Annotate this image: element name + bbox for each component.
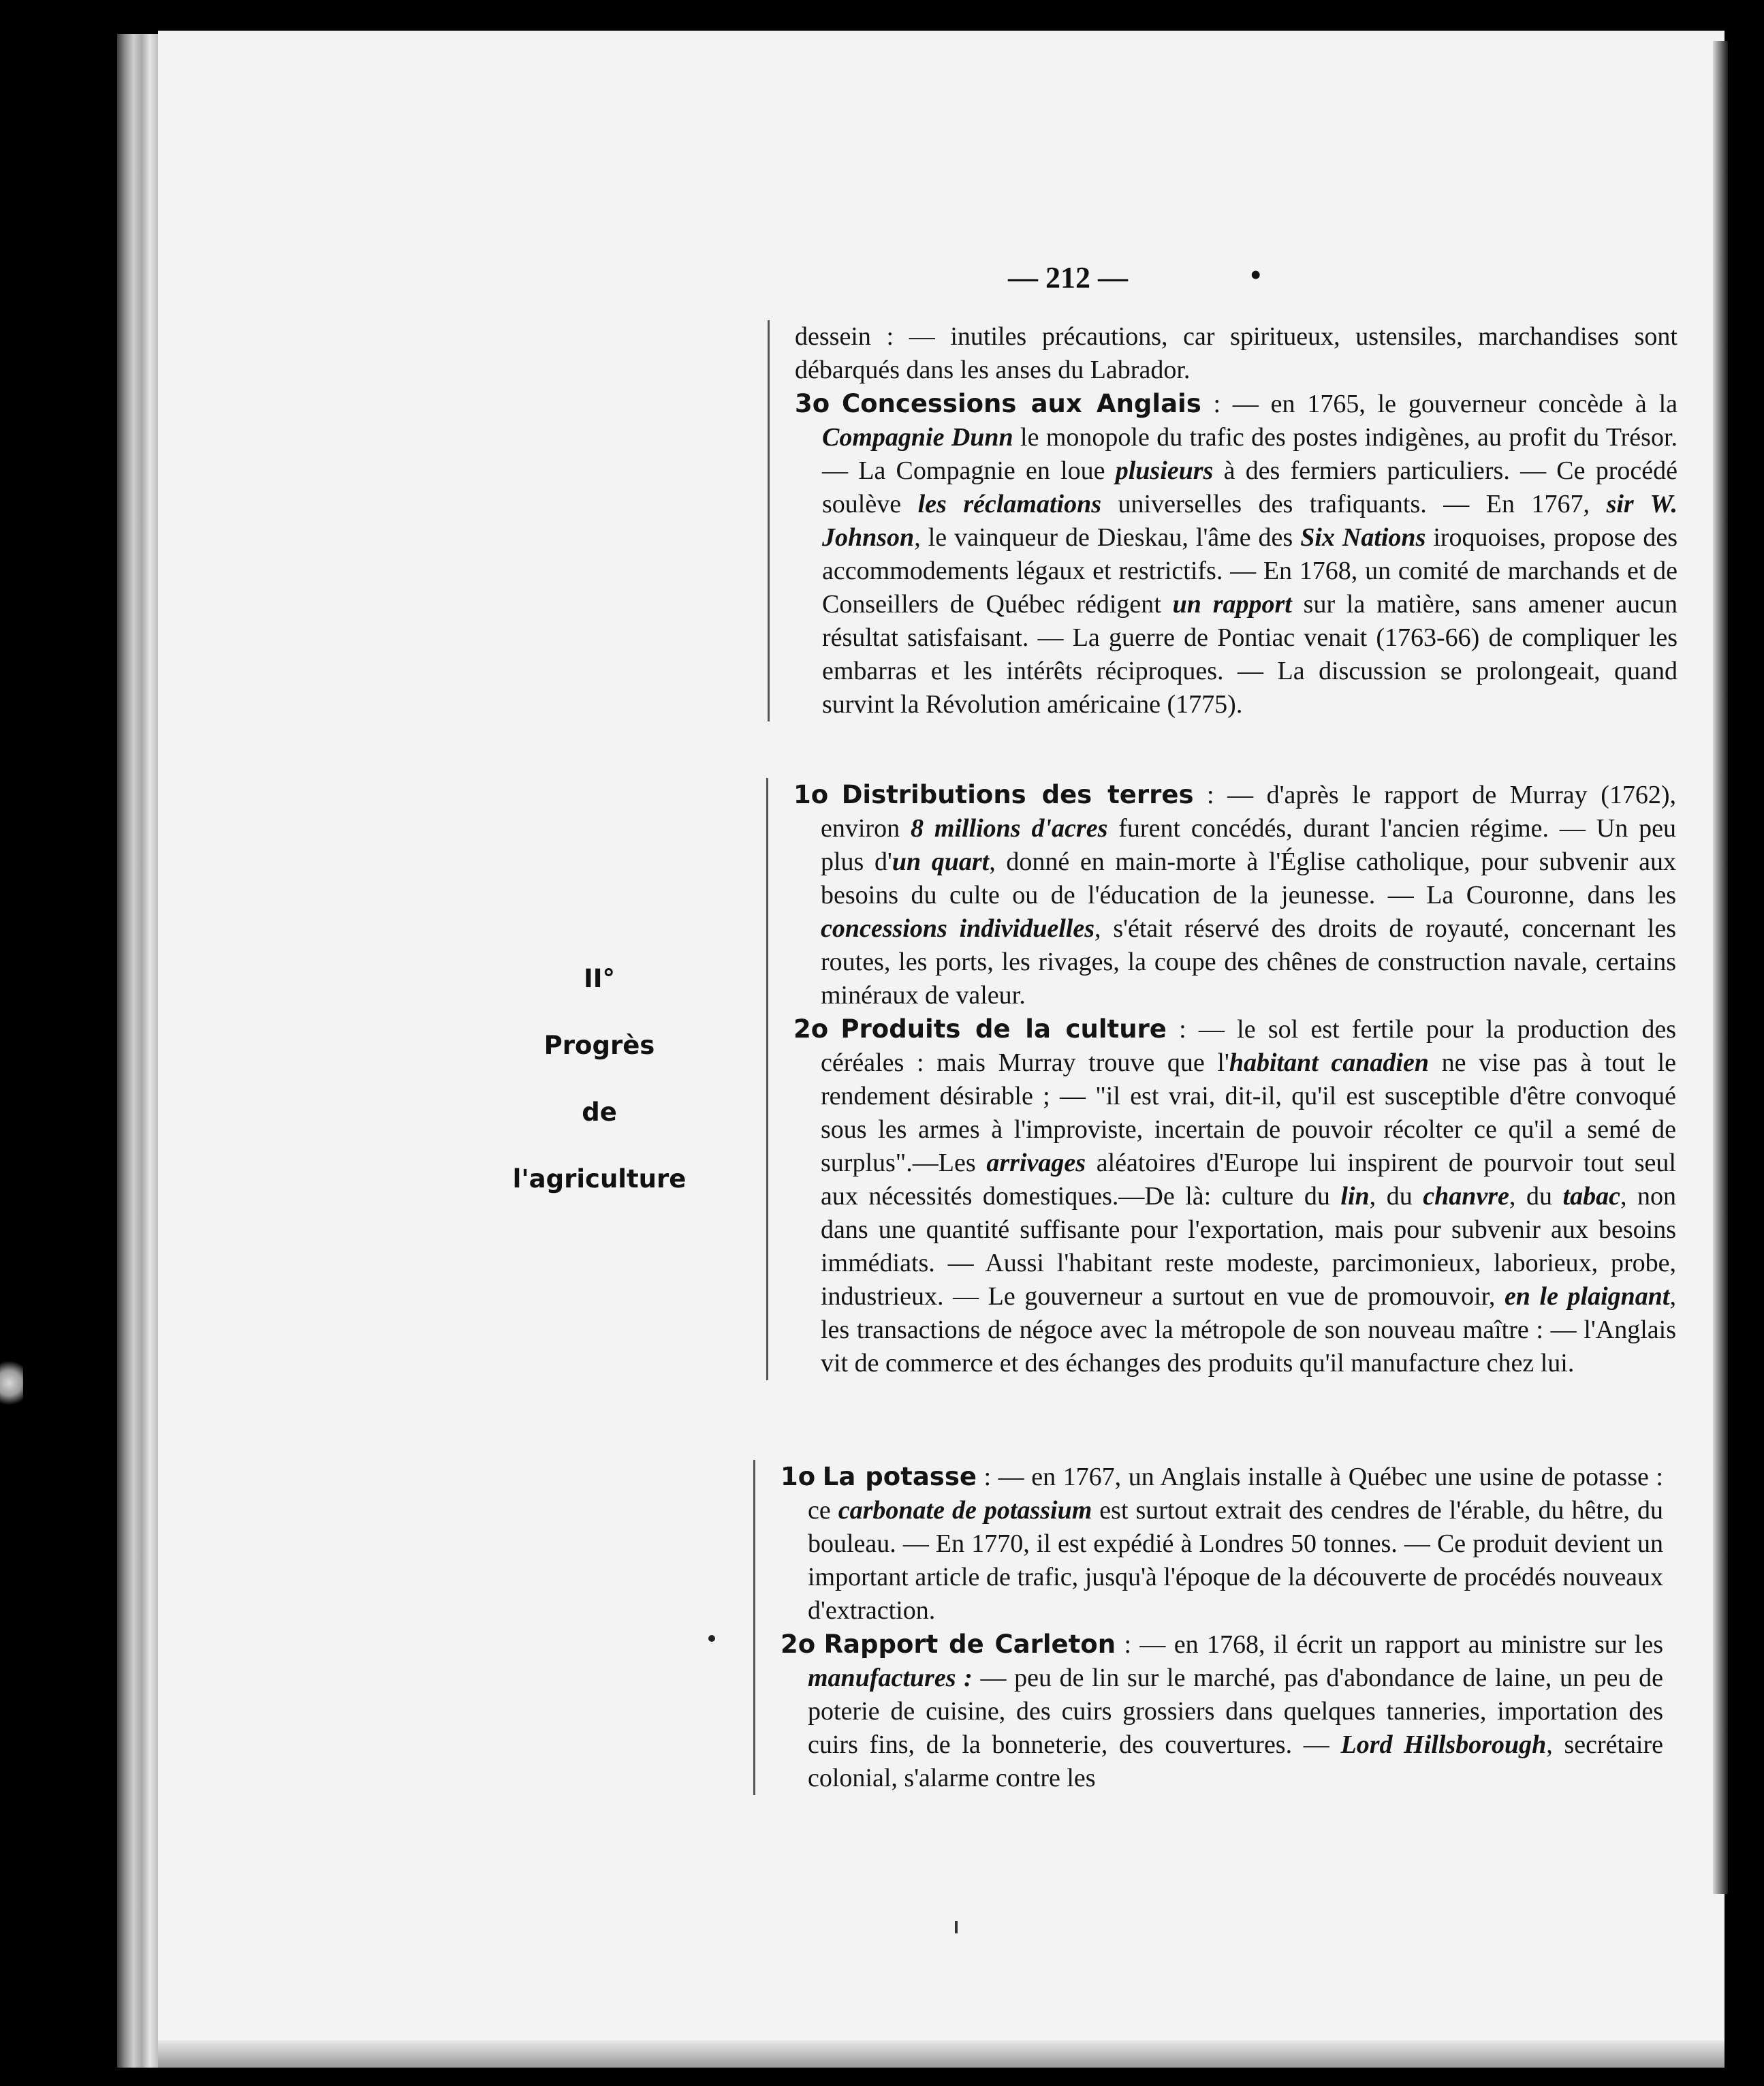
paragraph-potasse: [781, 1460, 1663, 1628]
emphasis: plusieurs: [1115, 456, 1214, 485]
bottom-tick-mark: [955, 1921, 958, 1933]
side-title-numeral: II°: [583, 964, 616, 993]
text-run: est surtout extrait des cendres de l'érable, du hêtre, du bouleau. — En 1770, il est expédié à Londres 50 tonnes. — Ce produit devient un important article de trafic, jusqu'à l'époque de la découverte de procédés nouveaux d'extraction.: [808, 1496, 1663, 1625]
text-run: furent concédés, durant l'ancien régime. — Un peu plus d': [821, 814, 1677, 876]
emphasis: concessions individuelles: [821, 914, 1095, 943]
side-title: [490, 962, 708, 1229]
text-run: : — le sol est fertile pour la production des céréales : mais Murray trouve que l': [821, 1015, 1676, 1077]
emphasis: les réclamations: [917, 490, 1102, 518]
bracket-rule: [766, 778, 768, 1380]
paragraph: [795, 320, 1678, 387]
text-run: , du: [1369, 1182, 1423, 1211]
item-heading: La potasse: [822, 1462, 977, 1491]
text-block-3: [781, 1460, 1663, 1795]
emphasis: chanvre: [1423, 1182, 1509, 1211]
paragraph-produits: [793, 1012, 1676, 1380]
text-run: — peu de lin sur le marché, pas d'abondance de laine, un peu de poterie de cuisine, des cuirs grossiers dans quelques tanneries, importation des cuirs fins, de la bonneterie, des couvertures. —: [808, 1664, 1663, 1759]
paragraph-distributions: [793, 778, 1676, 1012]
text-run: : — en 1767, un Anglais installe à Québec une usine de potasse : ce: [808, 1463, 1663, 1525]
item-number: 3o: [795, 389, 830, 418]
text-run: : — d'après le rapport de Murray (1762), environ: [821, 781, 1676, 843]
side-title-line: Progrès: [544, 1031, 655, 1060]
item-heading: Rapport de Carleton: [823, 1630, 1116, 1659]
text-run: ne vise pas à tout le rendement désirable ; — "il est vrai, dit-il, qu'il est susceptible d'être convoqué sous les armes à l'improviste, incertain de pouvoir récolter ce qu'il a semé de surplus".—Les: [821, 1048, 1677, 1177]
emphasis: Six Nations: [1300, 523, 1426, 552]
page-edge: [1713, 41, 1728, 1894]
emphasis: un quart: [892, 847, 990, 876]
emphasis: tabac: [1562, 1182, 1620, 1211]
text-run: sur la matière, sans amener aucun résultat satisfaisant. — La guerre de Pontiac venait (1763-66) de compliquer les embarras et les intérêts réciproques. — La discussion se prolongeait, quand survint la Révolution américaine (1775).: [822, 590, 1678, 719]
bracket-rule: [768, 320, 770, 721]
header-mark: •: [1250, 258, 1261, 292]
item-heading: Distributions des terres: [841, 780, 1194, 809]
text-run: , les transactions de négoce avec la métropole de son nouveau maître : — l'Anglais vit de commerce et des échanges des produits qu'il manufacture chez lui.: [821, 1282, 1676, 1377]
text-run: : — en 1768, il écrit un rapport au ministre sur les: [1116, 1630, 1664, 1659]
emphasis: en le plaignant: [1504, 1282, 1670, 1311]
text-run: , le vainqueur de Dieskau, l'âme des: [914, 523, 1301, 552]
text-block-1: [795, 320, 1678, 721]
text-run: , du: [1509, 1182, 1563, 1211]
text-run: à des fermiers particuliers. — Ce procédé soulève: [822, 456, 1678, 518]
emphasis: manufactures :: [808, 1664, 973, 1692]
emphasis: arrivages: [986, 1149, 1086, 1177]
text-block-2: [793, 778, 1676, 1380]
item-number: 1o: [793, 780, 829, 809]
scan-border: [1733, 0, 1764, 2086]
emphasis: carbonate de potassium: [838, 1496, 1092, 1525]
bracket-rule: [753, 1460, 755, 1795]
item-number: 2o: [781, 1630, 816, 1659]
page-bottom-shadow: [158, 2040, 1724, 2068]
emphasis: habitant canadien: [1229, 1048, 1429, 1077]
text-run: , donné en main-morte à l'Église catholique, pour subvenir aux besoins du culte ou de l'éducation de la jeunesse. — La Couronne, dans les: [821, 847, 1676, 909]
side-title-line: l'agriculture: [512, 1164, 687, 1194]
item-heading: Produits de la culture: [840, 1014, 1167, 1044]
book-binding: [117, 34, 158, 2068]
item-heading: Concessions aux Anglais: [841, 389, 1201, 418]
emphasis: Lord Hillsborough: [1340, 1730, 1547, 1759]
text-run: universelles des trafiquants. — En 1767,: [1101, 490, 1607, 518]
text-run: , secrétaire colonial, s'alarme contre les: [808, 1730, 1664, 1792]
margin-bullet: [708, 1635, 715, 1642]
text-run: le monopole du trafic des postes indigènes, au profit du Trésor. — La Compagnie en loue: [822, 423, 1678, 485]
text-run: , s'était réservé des droits de royauté, concernant les routes, les ports, les rivages, la coupe des chênes de construction navale, certains minéraux de valeur.: [821, 914, 1676, 1010]
paragraph-carleton: [781, 1628, 1663, 1795]
paragraph-text: dessein : — inutiles précautions, car spiritueux, ustensiles, marchandises sont débarqués dans les anses du Labrador.: [795, 322, 1678, 384]
page-number: [1008, 258, 1261, 295]
item-number: 1o: [781, 1462, 816, 1491]
emphasis: sir W. Johnson: [822, 490, 1678, 552]
emphasis: Compagnie Dunn: [822, 423, 1013, 452]
text-run: iroquoises, propose des accommodements légaux et restrictifs. — En 1768, un comité de marchands et de Conseillers de Québec rédigent: [822, 523, 1678, 619]
text-run: : — en 1765, le gouverneur concède à la: [1201, 390, 1678, 418]
emphasis: 8 millions d'acres: [910, 814, 1108, 843]
text-run: , non dans une quantité suffisante pour l'exportation, mais pour subvenir aux besoins immédiats. — Aussi l'habitant reste modeste, parcimonieux, laborieux, probe, industrieux. — Le gouverneur a surtout en vue de promouvoir,: [821, 1182, 1677, 1311]
text-run: aléatoires d'Europe lui inspirent de pourvoir tout seul aux nécessités domestiques.—De là: culture du: [821, 1149, 1676, 1211]
item-number: 2o: [793, 1014, 829, 1044]
paragraph-concessions: [795, 387, 1678, 721]
emphasis: un rapport: [1172, 590, 1292, 619]
margin-blot: [0, 1359, 23, 1407]
page-number-text: — 212 —: [1008, 261, 1128, 294]
emphasis: lin: [1340, 1182, 1370, 1211]
side-title-line: de: [582, 1098, 617, 1127]
